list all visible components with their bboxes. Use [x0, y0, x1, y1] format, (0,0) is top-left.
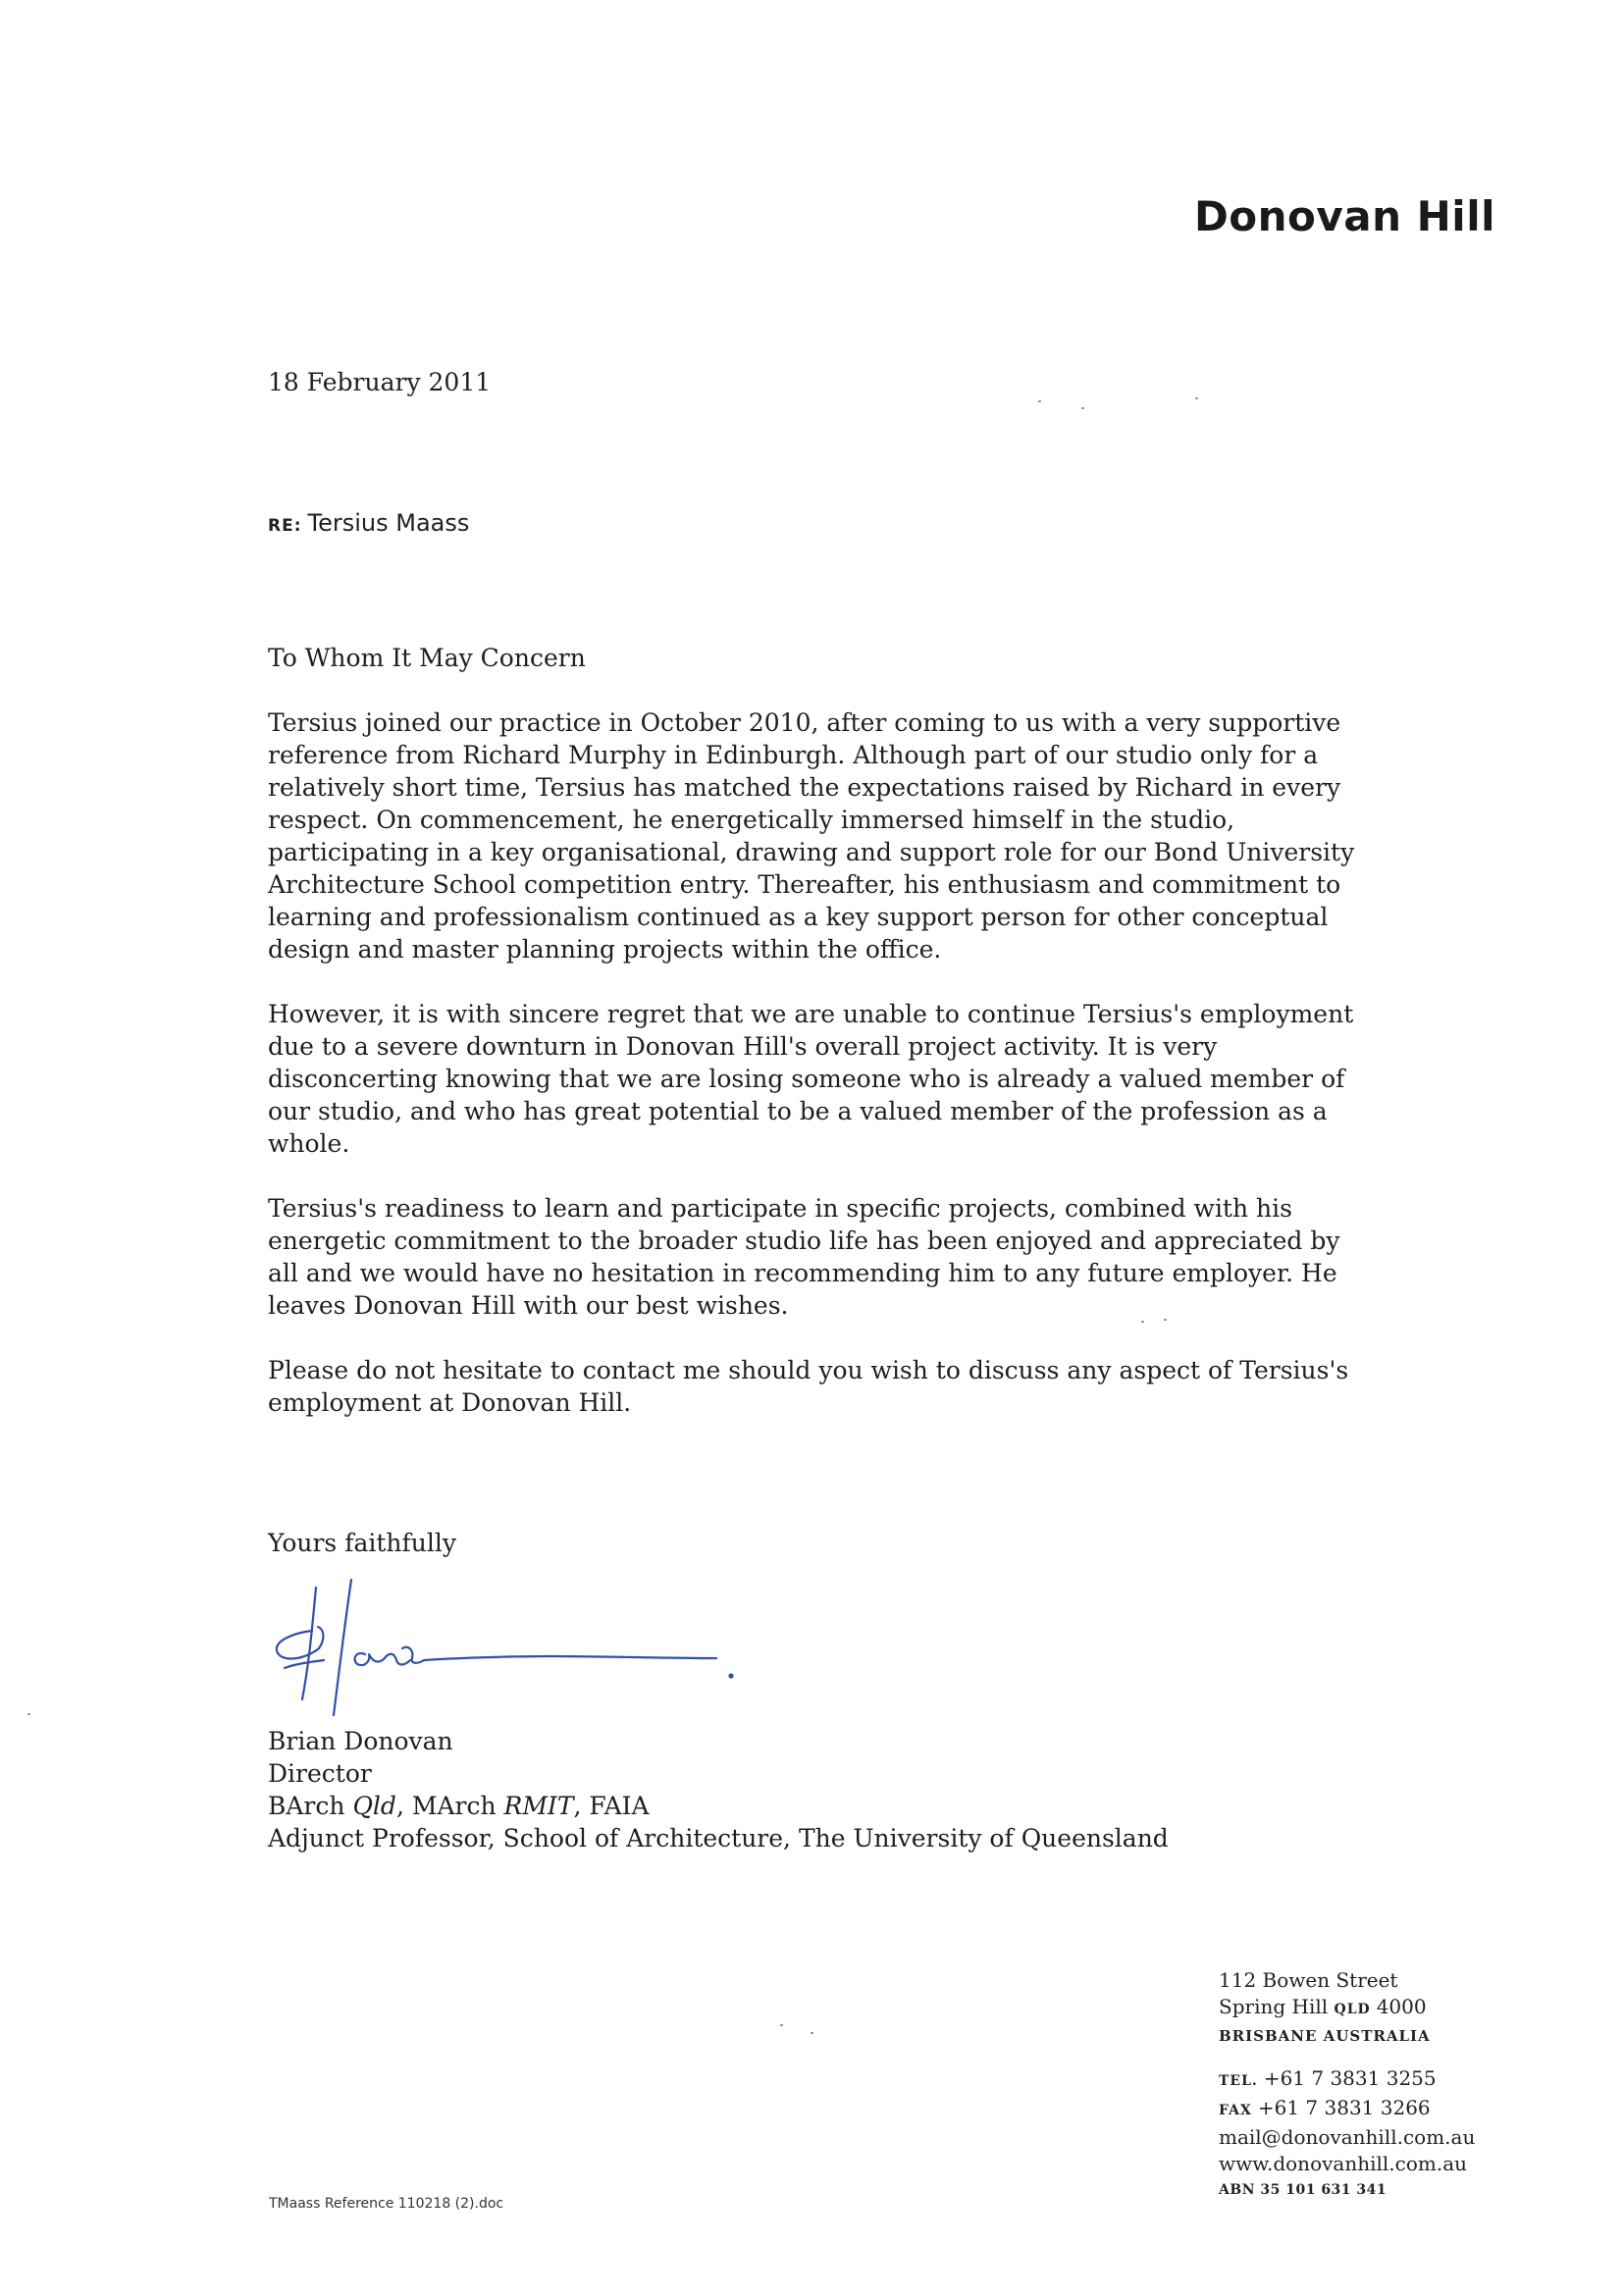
paragraph: Tersius joined our practice in October 2010, after coming to us with a very supportive reference from Richard Murphy in Edinburgh. Although part of our studio only for a relatively short time, Tersius has matched the expectations raised by Richard in every respect. On commencement, he energetically immersed himself in the studio, participating in a key organisational, drawing and support role for our Bond University Architecture School competition entry. Thereafter, his enthusiasm and commitment to learning and professionalism continued as a key support person for other conceptual design and master planning projects within the office.: [268, 708, 1355, 964]
website: www.donovanhill.com.au: [1219, 2152, 1468, 2175]
scan-speck: [1141, 1321, 1144, 1323]
qual-faia: FAIA: [589, 1792, 650, 1820]
scan-speck: [1195, 397, 1198, 399]
signatory-block: [268, 1725, 1169, 1854]
tel-label: TEL.: [1219, 2073, 1258, 2089]
paragraph: Tersius's readiness to learn and participate in specific projects, combined with his energetic commitment to the broader studio life has been enjoyed and appreciated by all and we would have no hesitation in recommending him to any future employer. He leaves Donovan Hill with our best wishes.: [268, 1194, 1340, 1320]
signature-image: [255, 1570, 805, 1717]
company-address: [1219, 1967, 1475, 2204]
address-state: QLD: [1334, 2002, 1371, 2017]
paragraph: Please do not hesitate to contact me should you wish to discuss any aspect of Tersius's employment at Donovan Hill.: [268, 1356, 1349, 1417]
address-street: 112 Bowen Street: [1219, 1968, 1398, 1992]
address-city: BRISBANE AUSTRALIA: [1219, 2027, 1431, 2045]
qual-barch: BArch: [268, 1792, 345, 1820]
signatory-name: Brian Donovan: [268, 1727, 453, 1755]
company-logo: Donovan Hill: [1193, 192, 1495, 240]
address-suburb: Spring Hill: [1219, 1995, 1329, 2018]
scan-speck: [1038, 400, 1041, 402]
signatory-qualifications: BArch Qld, MArch RMIT, FAIA: [268, 1792, 650, 1820]
file-reference: TMaass Reference 110218 (2).doc: [269, 2196, 504, 2212]
signatory-title: Director: [268, 1759, 372, 1788]
paragraph: However, it is with sincere regret that we are unable to continue Tersius's employment due to a severe downturn in Donovan Hill's overall project activity. It is very disconcerting knowing that we are losing someone who is already a valued member of our studio, and who has great potential to be a valued member of the profession as a whole.: [268, 1000, 1354, 1158]
re-line: [268, 507, 469, 543]
closing: Yours faithfully: [268, 1529, 456, 1557]
scan-speck: [780, 2024, 783, 2026]
salutation: To Whom It May Concern: [268, 644, 586, 672]
address-suburb-line: [1219, 1994, 1475, 2023]
fax-line: [1219, 2095, 1475, 2124]
scan-speck: [1164, 1319, 1167, 1321]
qual-march: MArch: [411, 1792, 497, 1820]
fax-label: FAX: [1219, 2103, 1252, 2118]
letter-date: 18 February 2011: [268, 368, 492, 396]
signatory-position: Adjunct Professor, School of Architecture, The University of Queensland: [268, 1824, 1169, 1852]
letter-body: [268, 706, 1357, 1451]
re-subject: Tersius Maass: [307, 509, 470, 537]
qual-rmit: RMIT: [503, 1792, 574, 1820]
qual-qld: Qld: [352, 1792, 396, 1820]
scan-speck: [27, 1713, 30, 1715]
abn: ABN 35 101 631 341: [1219, 2182, 1387, 2198]
email: mail@donovanhill.com.au: [1219, 2125, 1476, 2149]
fax-number: +61 7 3831 3266: [1257, 2096, 1431, 2119]
scan-speck: [1081, 407, 1084, 409]
tel-number: +61 7 3831 3255: [1263, 2066, 1437, 2090]
address-postcode: 4000: [1376, 1995, 1427, 2018]
re-label: RE:: [268, 516, 302, 536]
scan-speck: [811, 2032, 813, 2034]
phone-line: [1219, 2065, 1475, 2095]
